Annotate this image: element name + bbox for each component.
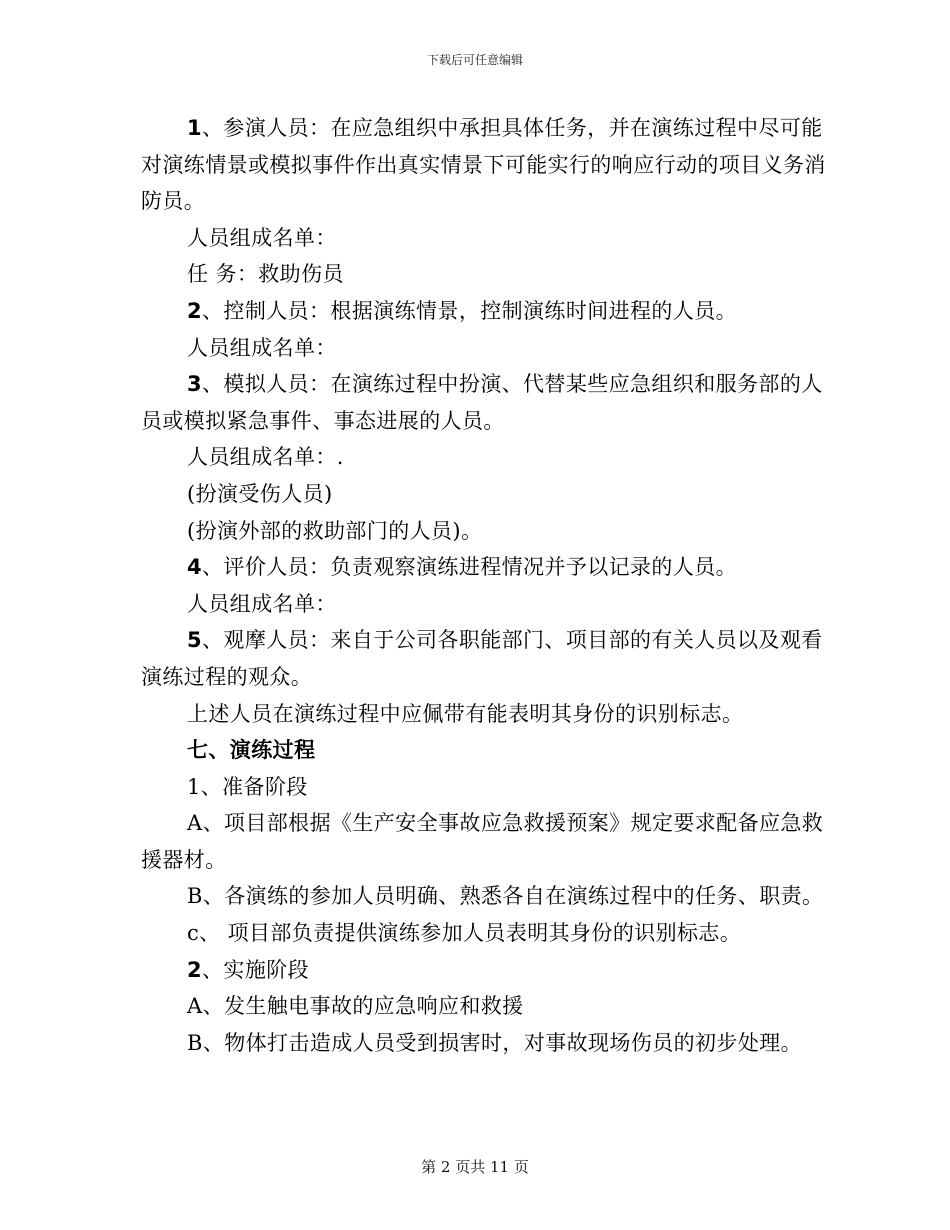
section-heading: 七、演练过程: [187, 738, 316, 763]
paragraph: 1、准备阶段: [187, 774, 308, 799]
paragraph: 人员组成名单：: [187, 225, 337, 250]
paragraph: 上述人员在演练过程中应佩带有能表明其身份的识别标志。: [187, 701, 744, 726]
paragraph: 人员组成名单：.: [187, 445, 344, 470]
paragraph: 2、控制人员：根据演练情景，控制演练时间进程的人员。: [187, 298, 738, 323]
paragraph: 4、评价人员：负责观察演练进程情况并予以记录的人员。: [187, 555, 738, 580]
page-footer: 第 2 页共 11 页: [421, 1158, 529, 1176]
paragraph: A、发生触电事故的应急响应和救援: [187, 994, 524, 1019]
paragraph: (扮演受伤人员): [187, 481, 333, 506]
paragraph: 3、模拟人员：在演练过程中扮演、代替某些应急组织和服务部的人员或模拟紧急事件、事态进展的人员。: [141, 372, 823, 433]
page-header: 下载后可任意编辑: [426, 53, 523, 67]
paragraph: 人员组成名单：: [187, 335, 337, 360]
paragraph: 2、实施阶段: [187, 957, 310, 982]
paragraph: B、物体打击造成人员受到损害时，对事故现场伤员的初步处理。: [187, 1030, 803, 1055]
paragraph: c、 项目部负责提供演练参加人员表明其身份的识别标志。: [187, 921, 742, 946]
document-body: [141, 110, 831, 1061]
paragraph: (扮演外部的救助部门的人员)。: [187, 518, 483, 543]
paragraph: A、项目部根据《生产安全事故应急救援预案》规定要求配备应急救援器材。: [141, 811, 824, 872]
paragraph: 1、参演人员：在应急组织中承担具体任务，并在演练过程中尽可能对演练情景或模拟事件作出真实情景下可能实行的响应行动的项目义务消防员。: [141, 116, 826, 214]
paragraph: 人员组成名单：: [187, 591, 337, 616]
paragraph: 任 务：救助伤员: [187, 262, 344, 287]
paragraph: 5、观摩人员：来自于公司各职能部门、项目部的有关人员以及观看演练过程的观众。: [141, 628, 823, 689]
paragraph: B、各演练的参加人员明确、熟悉各自在演练过程中的任务、职责。: [187, 884, 824, 909]
